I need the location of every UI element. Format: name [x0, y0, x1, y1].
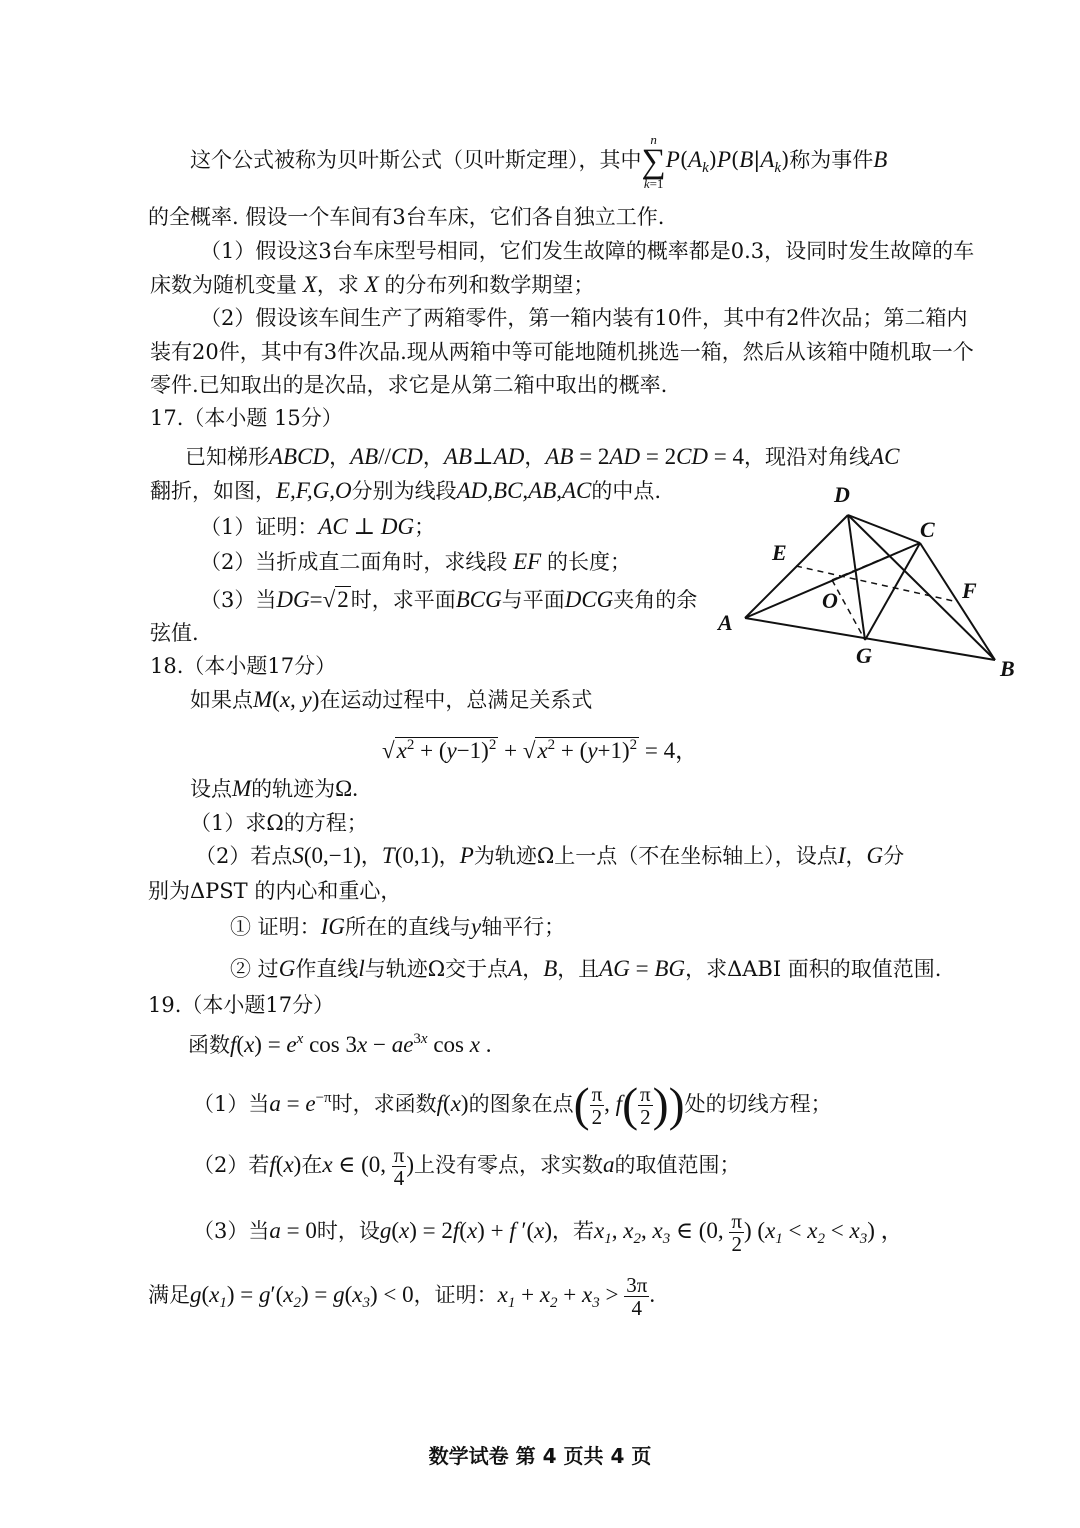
text: ，求: [316, 273, 359, 297]
text: 满足: [148, 1283, 190, 1307]
label-C: C: [920, 517, 935, 542]
line: 零件.已知取出的是次品，求它是从第二箱中取出的概率.: [150, 373, 668, 397]
line: 弦值.: [150, 621, 199, 645]
text: 时，求函数: [331, 1092, 437, 1116]
label-B: B: [1000, 656, 1015, 680]
text: 已知梯形: [185, 445, 269, 469]
line: （1）求Ω的方程；: [190, 811, 368, 835]
label-D: D: [834, 482, 850, 507]
label-E: E: [772, 540, 787, 565]
line: ① 证明：IG所在的直线与y轴平行；: [230, 914, 566, 939]
text: 所在的直线与: [344, 915, 471, 939]
text: 的分布列和数学期望；: [384, 273, 595, 297]
text: 的中点.: [591, 479, 662, 503]
text: ② 过: [230, 957, 279, 981]
text: （3）当: [193, 1219, 270, 1243]
text: 与平面: [501, 588, 565, 612]
label-A: A: [718, 610, 733, 635]
line: 设点M的轨迹为Ω.: [190, 776, 359, 801]
line: （2）若点S(0,−1)，T(0,1)，P为轨迹Ω上一点（不在坐标轴上），设点I，G分: [195, 843, 905, 868]
line: （3）当DG=√2时，求平面BCG与平面DCG夹角的余: [200, 587, 698, 612]
line: 如果点M(x, y)在运动过程中，总满足关系式: [190, 687, 593, 712]
text: 时，求平面: [350, 588, 456, 612]
line: 满足$g(x_1) = g'(x_2) = g(x_3) < 0$，证明：$x_1 + x_2 + x_3$ > $\frac{3\pi}{4}$ .: [148, 1273, 656, 1320]
text: ，且: [557, 957, 600, 981]
label-F: F: [962, 578, 977, 603]
edge-DC: [848, 515, 920, 543]
text: 的长度；: [546, 550, 631, 574]
line: （1）当$a = e^{-\pi}$时，求函数f(x)的图象在点( $\frac{\pi}{2}$ , f( $\frac{\pi}{2}$ ))处的切线方程；: [193, 1078, 832, 1132]
text: 时，设: [316, 1219, 380, 1243]
text: （2）若点: [195, 844, 293, 868]
line: ② 过G作直线l与轨迹Ω交于点A，B，且AG = BG，求ΔABI 面积的取值范围.: [230, 956, 942, 981]
label-G: G: [856, 643, 872, 668]
text: 在: [301, 1153, 323, 1177]
text: 在运动过程中，总满足关系式: [319, 688, 593, 712]
tetrahedron-figure: [710, 480, 1030, 680]
text: （2）若: [193, 1153, 270, 1177]
question-18-header: 18.（本小题17分）: [150, 654, 337, 678]
text: ，证明：: [413, 1283, 498, 1307]
text: 处的切线方程；: [684, 1092, 832, 1116]
sum-symbol: n ∑ k=1: [641, 131, 666, 191]
text: 分别为线段: [351, 479, 457, 503]
text: （1）当: [193, 1092, 270, 1116]
text: 设点: [190, 777, 232, 801]
text: 的轨迹为: [251, 777, 336, 801]
question-17-header: 17.（本小题 15分）: [150, 406, 343, 430]
text: 的取值范围；: [614, 1153, 741, 1177]
bayes-line: 这个公式被称为贝叶斯公式（贝叶斯定理），其中n ∑ $k=1P(A_k)P(B|A_k)$称为事件B: [190, 131, 888, 191]
text: 夹角的余: [613, 588, 698, 612]
text: 称为事件: [789, 148, 874, 172]
text: （1）证明：: [200, 515, 319, 539]
text: 的图象在点: [468, 1092, 574, 1116]
text: 上没有零点，求实数: [414, 1153, 604, 1177]
text: ，求ΔABI 面积的取值范围.: [685, 957, 942, 981]
line: （2）当折成直二面角时，求线段 EF 的长度；: [200, 549, 631, 574]
line: 翻折，如图，E,F,G,O分别为线段AD,BC,AB,AC的中点.: [150, 478, 662, 503]
question-19-header: 19.（本小题17分）: [148, 993, 335, 1017]
text: 轴平行；: [481, 915, 566, 939]
line: （3）当a = 0时，设g(x) = 2f(x) + f ′(x)，若$x_1$, $x_2$, $x_3$ ∈ (0, $\frac{\pi}{2}$ ) $(x_1 < x_2 < x_3)$ ，: [193, 1209, 904, 1256]
equation: $√x^2 + (y-1)^2 + √x^2 + (y+1)^2 = 4$，: [382, 737, 699, 763]
line: 的全概率. 假设一个车间有3台车床，它们各自独立工作.: [148, 205, 665, 229]
text: 翻折，如图，: [150, 479, 276, 503]
line: （2）若f(x)在x ∈ (0, $\frac{\pi}{4}$ )上没有零点，求实数a的取值范围；: [193, 1143, 741, 1190]
segment-OC: [832, 543, 920, 580]
text: （3）当: [200, 588, 277, 612]
text: 分: [883, 844, 905, 868]
line: （1）假设这3台车床型号相同，它们发生故障的概率都是0.3，设同时发生故障的车: [200, 239, 975, 263]
text: 如果点: [190, 688, 253, 712]
text: 作直线: [295, 957, 359, 981]
line: 床数为随机变量 X，求 X 的分布列和数学期望；: [150, 272, 595, 297]
line: 装有20件，其中有3件次品.现从两箱中等可能地随机挑选一箱，然后从该箱中随机取一个: [150, 340, 974, 364]
text: ，现沿对角线: [744, 445, 871, 469]
text: 函数: [188, 1033, 230, 1057]
text: 与轨迹Ω交于点: [364, 957, 509, 981]
label-O: O: [822, 588, 838, 613]
line: 已知梯形ABCD，AB//CD，AB⊥AD，AB = 2AD = 2CD = 4，现沿对角线AC: [185, 444, 900, 469]
text: ① 证明：: [230, 915, 321, 939]
line: 函数$f(x) = e^x$ $\cos 3x - ae^{3x}$ cos x .: [188, 1031, 492, 1057]
line: （1）证明：AC ⊥ DG；: [200, 514, 436, 539]
text: 为轨迹Ω上一点（不在坐标轴上），设点: [473, 844, 838, 868]
text: ，若: [552, 1219, 595, 1243]
segment-EF: [796, 566, 958, 602]
line: （2）假设该车间生产了两箱零件，第一箱内装有10件，其中有2件次品；第二箱内: [200, 306, 968, 330]
line: 别为ΔPST 的内心和重心，: [148, 879, 402, 903]
page-footer: 数学试卷 第 4 页共 4 页: [428, 1444, 652, 1468]
text: （2）当折成直二面角时，求线段: [200, 550, 508, 574]
text: 这个公式被称为贝叶斯公式（贝叶斯定理），其中: [190, 148, 642, 172]
text: 床数为随机变量: [150, 273, 297, 297]
